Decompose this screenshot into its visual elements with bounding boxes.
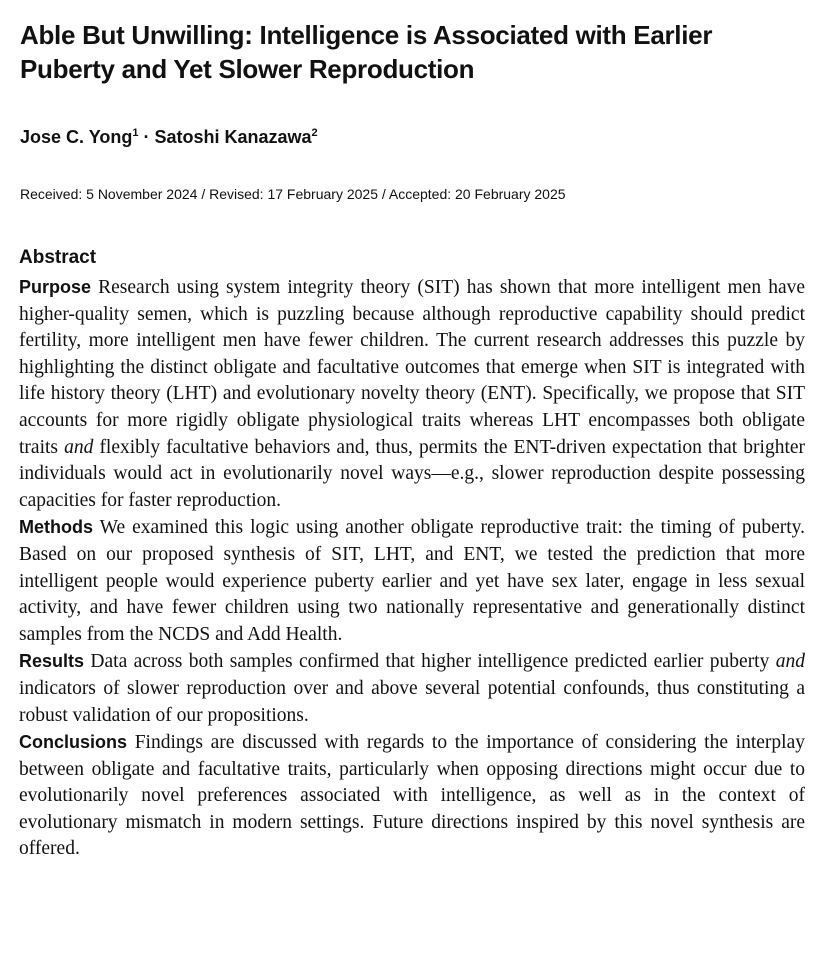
purpose-text: Research using system integrity theory (SIT) has shown that more intelligent men have higher-quality semen, which is puzzling because although reproductive capability should predict fertility, more intelligent men have fewer children. The current research addresses this puzzle by highlighting the distinct obligate and facultative outcomes that emerge when SIT is integrated with life history theory (LHT) and evolutionary novelty theory (ENT). Specifically, we propose that SIT accounts for more rigidly obligate physiological traits whereas LHT encompasses both obligate traits	[19, 277, 806, 458]
author-separator: ·	[138, 127, 155, 147]
abstract-body	[19, 274, 805, 863]
abstract-results	[19, 648, 805, 729]
abstract-heading: Abstract	[19, 247, 97, 268]
section-label-methods: Methods	[19, 517, 93, 538]
abstract-conclusions	[19, 729, 805, 863]
submission-dates: Received: 5 November 2024 / Revised: 17 February 2025 / Accepted: 20 February 2025	[20, 186, 566, 202]
author-line	[20, 127, 318, 148]
section-label-purpose: Purpose	[19, 277, 92, 297]
results-text: Data across both samples confirmed that higher intelligence predicted earlier puberty	[90, 651, 770, 673]
purpose-emphasis: and	[64, 436, 94, 458]
author-name: Satoshi Kanazawa	[154, 127, 312, 147]
abstract-purpose	[19, 274, 805, 514]
methods-text: We examined this logic using another obligate reproductive trait: the timing of puberty. Based on our proposed synthesis of SIT, LHT, and ENT, we tested the prediction that more intelligent people would experience puberty earlier and yet have sex later, engage in less sexual activity, and have fewer children using two nationally representative and generationally distinct samples from the NCDS and Add Health.	[19, 517, 805, 645]
section-label-results: Results	[19, 651, 85, 672]
paper-title: Able But Unwilling: Intelligence is Associated with Earlier Puberty and Yet Slower Reproduction	[20, 20, 713, 84]
abstract-methods	[19, 514, 805, 648]
author-name: Jose C. Yong	[20, 127, 133, 147]
author-affiliation: 1	[132, 127, 139, 139]
author-affiliation: 2	[311, 127, 318, 139]
conclusions-text: Findings are discussed with regards to the importance of considering the interplay between obligate and facultative traits, particularly when opposing directions might occur due to evolutionarily novel preferences associated with intelligence, as well as in the context of evolutionary mismatch in modern settings. Future directions inspired by this novel synthesis are offered.	[19, 732, 805, 860]
purpose-text-continued: flexibly facultative behaviors and, thus, permits the ENT-driven expectation that brighter individuals would act in evolutionarily novel ways—e.g., slower reproduction despite possessing capacities for faster reproduction.	[19, 436, 806, 511]
section-label-conclusions: Conclusions	[19, 732, 128, 753]
results-emphasis: and	[775, 651, 805, 673]
results-text-continued: indicators of slower reproduction over and above several potential confounds, thus constituting a robust validation of our propositions.	[19, 677, 805, 726]
